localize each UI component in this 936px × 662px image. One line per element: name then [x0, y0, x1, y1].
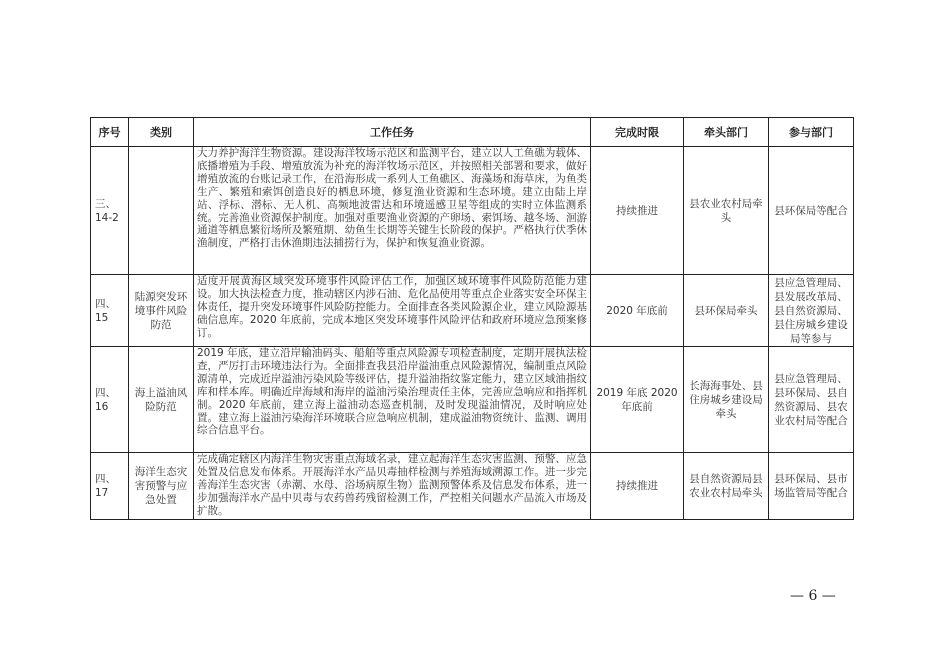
task-table	[90, 117, 854, 520]
table-row	[91, 147, 854, 275]
header-category: 类别	[129, 118, 194, 147]
row-deadline: 持续推进	[591, 147, 684, 275]
row-number: 四、15	[91, 275, 129, 347]
row-lead: 长海海事处、县住房城乡建设局牵头	[684, 347, 769, 453]
header-deadline: 完成时限	[591, 118, 684, 147]
row-lead: 县农业农村局牵头	[684, 147, 769, 275]
row-participants: 县环保局等配合	[769, 147, 854, 275]
header-lead: 牵头部门	[684, 118, 769, 147]
row-category: 海洋生态灾害预警与应急处置	[129, 453, 194, 520]
row-deadline: 2020 年底前	[591, 275, 684, 347]
row-task: 2019 年底，建立沿岸输油码头、船舶等重点风险源专项检查制度，定期开展执法检查，严厉打击环境违法行为。全面排查我县沿岸溢油重点风险源情况，编制重点风险源清单，完成近岸溢油污染风险等级评估，提升溢油指纹鉴定能力，建立区域油指纹库和样本库。明确近岸海域和海岸的溢油污染治理责任主体，完善应急响应和指挥机制。2020 年底前，建立海上溢油动态巡查机制，及时发现溢油情况，及时响应处置。建立海上溢油污染海洋环境联合应急响应机制，建成溢油物资统计、监测、调用综合信息平台。	[194, 347, 591, 453]
row-number: 四、16	[91, 347, 129, 453]
row-category	[129, 147, 194, 275]
row-task: 适度开展黄海区域突发环境事件风险评估工作，加强区域环境事件风险防范能力建设。加大执法检查力度，推动辖区内涉石油、危化品使用等重点企业落实安全环保主体责任，提升突发环境事件风险防控能力。全面排查各类风险源企业，建立风险源基础信息库。2020 年底前，完成本地区突发环境事件风险评估和政府环境应急预案修订。	[194, 275, 591, 347]
table-row	[91, 275, 854, 347]
row-deadline: 2019 年底 2020 年底前	[591, 347, 684, 453]
row-lead: 县环保局牵头	[684, 275, 769, 347]
row-category: 陆源突发环境事件风险防范	[129, 275, 194, 347]
row-lead: 县自然资源局县农业农村局牵头	[684, 453, 769, 520]
header-participants: 参与部门	[769, 118, 854, 147]
row-participants: 县环保局、县市场监管局等配合	[769, 453, 854, 520]
header-number: 序号	[91, 118, 129, 147]
row-participants: 县应急管理局、县发展改革局、县自然资源局、县住房城乡建设局等参与	[769, 275, 854, 347]
page-number: — 6 —	[790, 588, 836, 604]
table-row	[91, 347, 854, 453]
row-deadline: 持续推进	[591, 453, 684, 520]
row-number: 三、14-2	[91, 147, 129, 275]
row-category: 海上溢油风险防范	[129, 347, 194, 453]
row-task: 大力养护海洋生物资源。建设海洋牧场示范区和监测平台，建立以人工鱼礁为载体、底播增殖为手段、增殖放流为补充的海洋牧场示范区，并按照相关部署和要求，做好增殖放流的台账记录工作，在沿海形成一系列人工鱼礁区、海藻场和海草床，为鱼类生产、繁殖和索饵创造良好的栖息环境，修复渔业资源和生态环境。建立由陆上岸站、浮标、潜标、无人机、高频地波雷达和环境遥感卫星等组成的实时立体监测系统。完善渔业资源保护制度。加强对重要渔业资源的产卵场、索饵场、越冬场、洄游通道等栖息繁衍场所及繁殖期、幼鱼生长期等关键生长阶段的保护。严格执行伏季休渔制度，严格打击休渔期违法捕捞行为，保护和恢复渔业资源。	[194, 147, 591, 275]
table-header-row	[91, 118, 854, 147]
row-participants: 县应急管理局、县环保局、县自然资源局、县农业农村局等配合	[769, 347, 854, 453]
header-task: 工作任务	[194, 118, 591, 147]
row-task: 完成确定辖区内海洋生物灾害重点海域名录，建立起海洋生态灾害监测、预警、应急处置及信息发布体系。开展海洋水产品贝毒抽样检测与养殖海域溯源工作。进一步完善海洋生态灾害（赤潮、水母、浴场病原生物）监测预警体系及信息发布体系，进一步加强海洋水产品中贝毒与农药兽药残留检测工作，严控相关问题水产品流入市场及扩散。	[194, 453, 591, 520]
row-number: 四、17	[91, 453, 129, 520]
table-row	[91, 453, 854, 520]
